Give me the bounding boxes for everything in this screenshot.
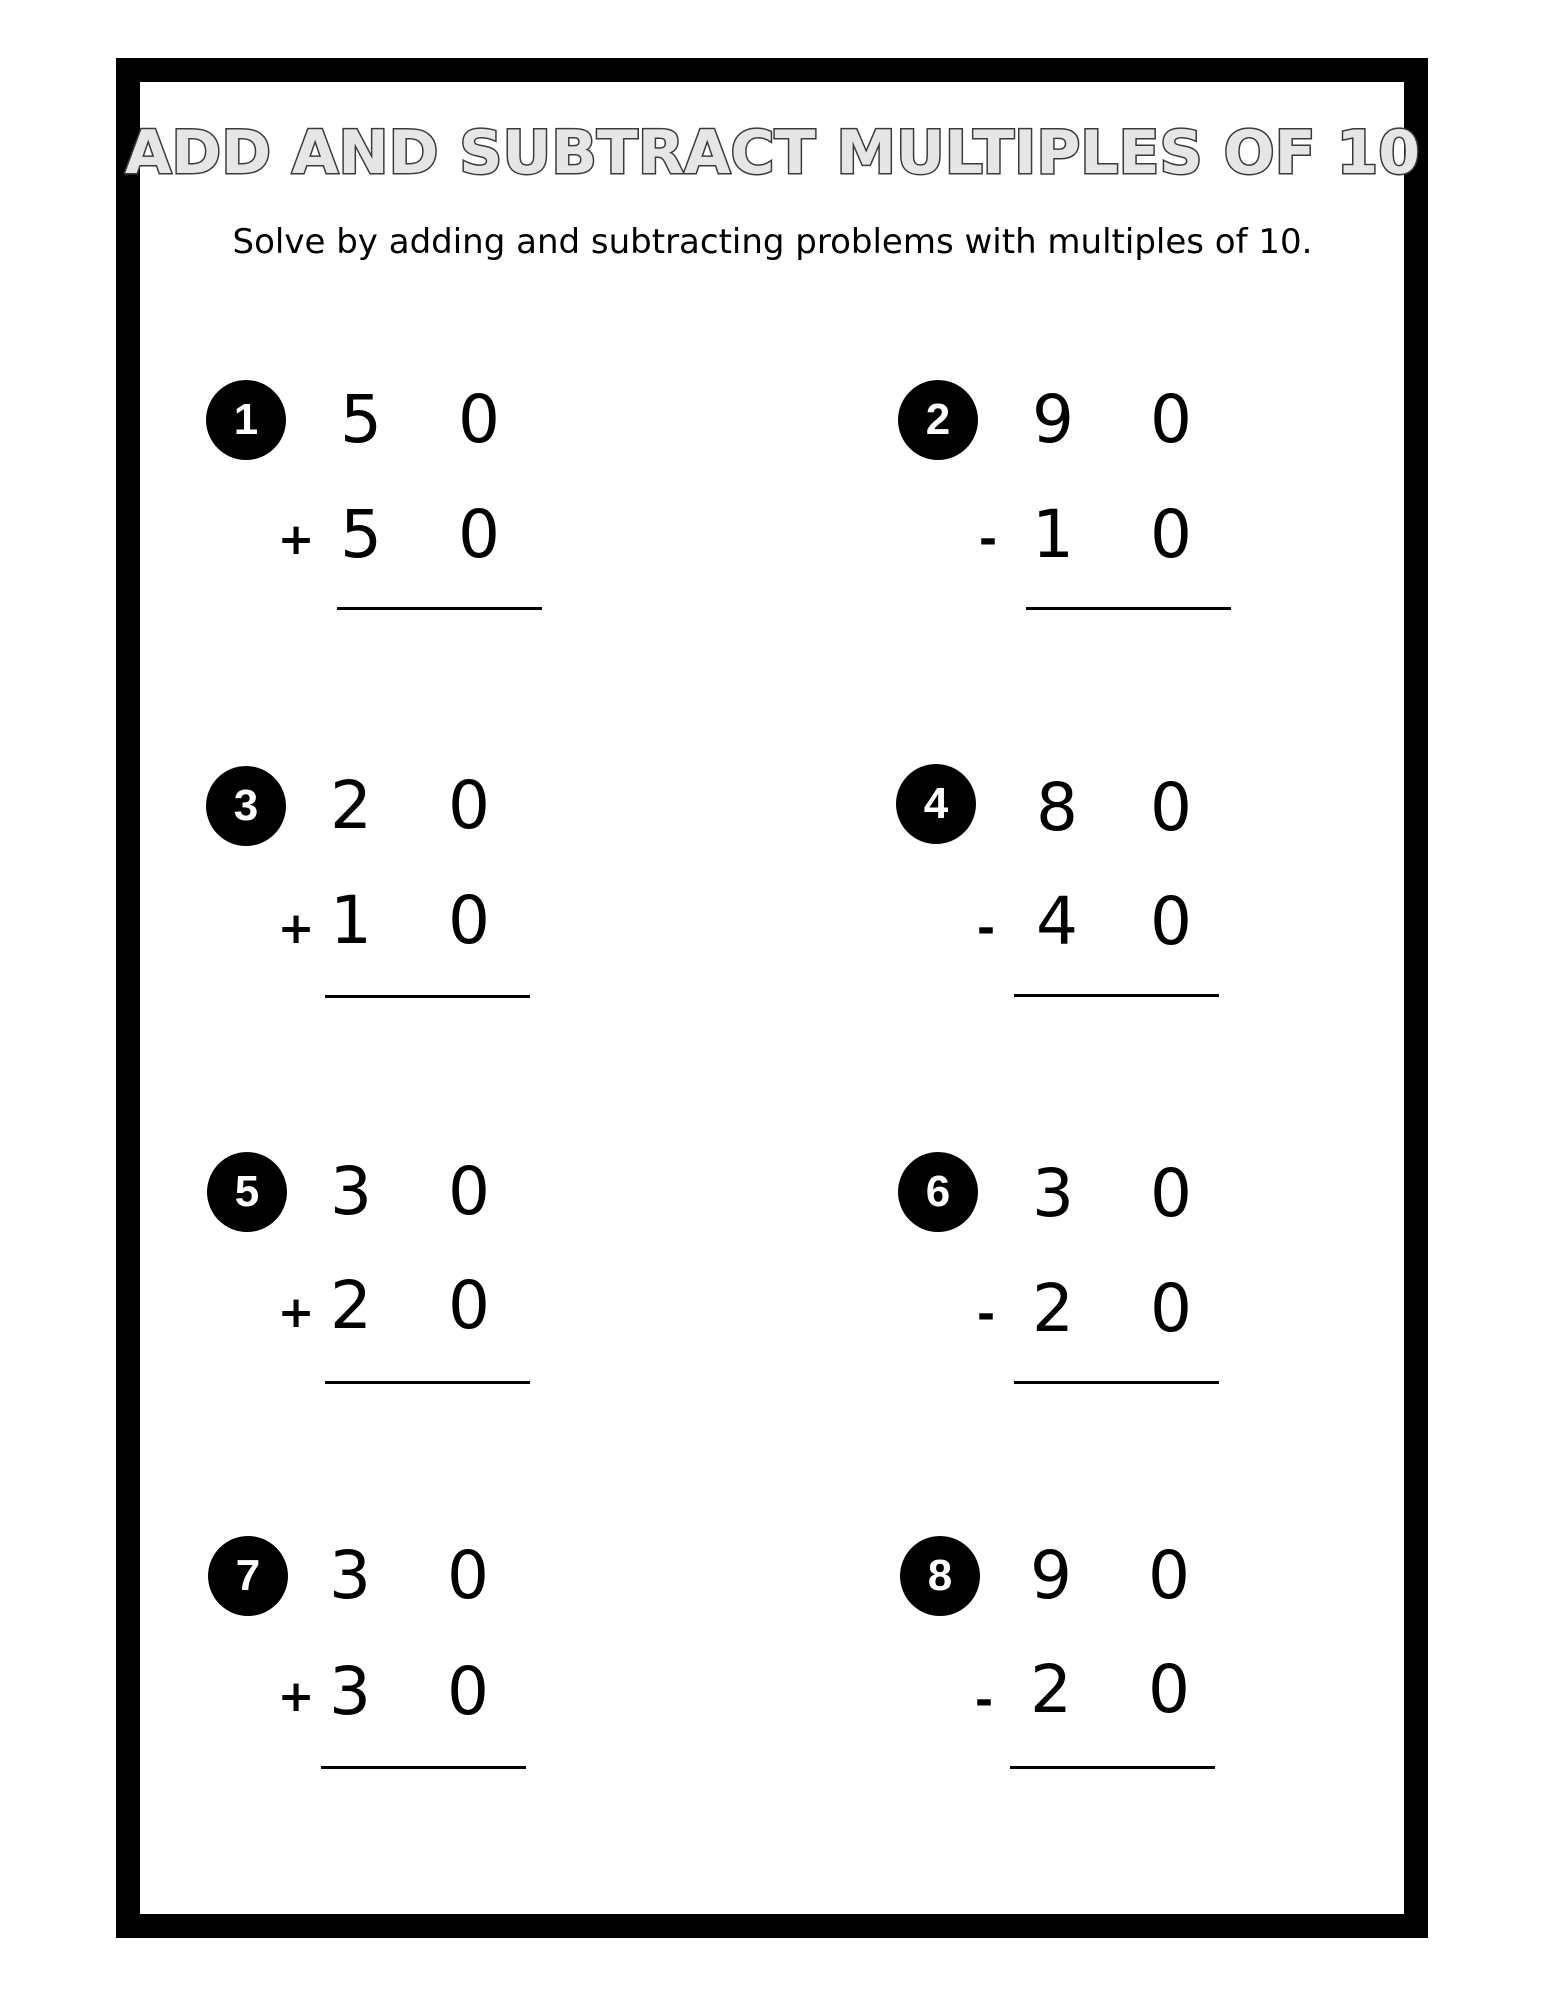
operator-sign: - — [978, 514, 998, 565]
bottom-tens-digit: 2 — [1032, 1270, 1074, 1347]
bottom-ones-digit: 0 — [448, 882, 490, 959]
top-ones-digit: 0 — [448, 1153, 490, 1230]
problem-number-badge: 4 — [896, 764, 976, 844]
bottom-ones-digit: 0 — [1150, 496, 1192, 573]
bottom-ones-digit: 0 — [1150, 1270, 1192, 1347]
bottom-ones-digit: 0 — [458, 496, 500, 573]
operator-sign: + — [277, 1671, 315, 1722]
bottom-ones-digit: 0 — [447, 1653, 489, 1730]
top-ones-digit: 0 — [1150, 1155, 1192, 1232]
top-tens-digit: 9 — [1030, 1537, 1072, 1614]
problem-7 — [208, 1536, 588, 1816]
bottom-tens-digit: 3 — [329, 1653, 371, 1730]
top-tens-digit: 3 — [329, 1537, 371, 1614]
bottom-ones-digit: 0 — [1150, 883, 1192, 960]
bottom-tens-digit: 1 — [1032, 496, 1074, 573]
top-tens-digit: 8 — [1036, 769, 1078, 846]
bottom-tens-digit: 2 — [330, 1267, 372, 1344]
operator-sign: - — [974, 1675, 994, 1726]
operator-sign: + — [277, 514, 315, 565]
worksheet-title: ADD AND SUBTRACT MULTIPLES OF 10 — [124, 118, 1420, 188]
problem-number-badge: 8 — [900, 1536, 980, 1616]
answer-line — [337, 607, 542, 610]
answer-line — [321, 1766, 526, 1769]
answer-line — [1026, 607, 1231, 610]
top-tens-digit: 3 — [1032, 1155, 1074, 1232]
top-ones-digit: 0 — [1150, 769, 1192, 846]
problem-number-badge: 5 — [207, 1152, 287, 1232]
problem-number-badge: 7 — [208, 1536, 288, 1616]
top-ones-digit: 0 — [448, 767, 490, 844]
top-ones-digit: 0 — [447, 1537, 489, 1614]
problem-8 — [900, 1536, 1280, 1816]
bottom-ones-digit: 0 — [1148, 1651, 1190, 1728]
top-tens-digit: 5 — [340, 381, 382, 458]
problem-1 — [206, 380, 586, 660]
problem-number-badge: 3 — [206, 766, 286, 846]
operator-sign: - — [976, 1289, 996, 1340]
top-tens-digit: 2 — [330, 767, 372, 844]
bottom-tens-digit: 2 — [1030, 1651, 1072, 1728]
problem-number-badge: 6 — [898, 1152, 978, 1232]
operator-sign: + — [277, 903, 315, 954]
answer-line — [1010, 1766, 1215, 1769]
problem-2 — [898, 380, 1278, 660]
problem-3 — [206, 766, 586, 1046]
problem-6 — [898, 1152, 1278, 1432]
problem-number-badge: 1 — [206, 380, 286, 460]
top-ones-digit: 0 — [458, 381, 500, 458]
bottom-ones-digit: 0 — [448, 1267, 490, 1344]
bottom-tens-digit: 4 — [1036, 883, 1078, 960]
answer-line — [325, 1381, 530, 1384]
top-tens-digit: 3 — [330, 1153, 372, 1230]
answer-line — [1014, 1381, 1219, 1384]
problem-number-badge: 2 — [898, 380, 978, 460]
bottom-tens-digit: 1 — [330, 882, 372, 959]
top-ones-digit: 0 — [1150, 381, 1192, 458]
top-tens-digit: 9 — [1032, 381, 1074, 458]
problem-4 — [896, 764, 1276, 1044]
bottom-tens-digit: 5 — [340, 496, 382, 573]
problem-5 — [207, 1152, 587, 1432]
operator-sign: + — [277, 1287, 315, 1338]
worksheet-instructions: Solve by adding and subtracting problems with multiples of 10. — [232, 222, 1313, 262]
answer-line — [325, 995, 530, 998]
top-ones-digit: 0 — [1148, 1537, 1190, 1614]
operator-sign: - — [976, 903, 996, 954]
answer-line — [1014, 994, 1219, 997]
